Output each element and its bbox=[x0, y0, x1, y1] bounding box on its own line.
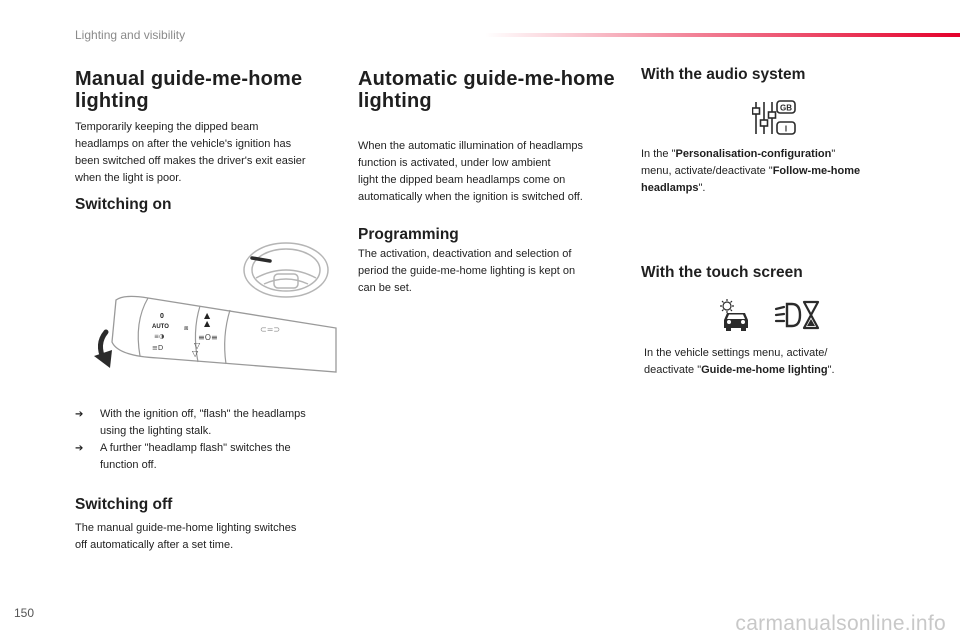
header-accent-bar bbox=[485, 33, 960, 37]
intro-line: When the automatic illumination of headlamps bbox=[358, 140, 584, 152]
option-name: Follow-me-home bbox=[772, 165, 861, 177]
manual-guide-title-line1: Manual guide-me-home bbox=[75, 68, 303, 90]
headlamp-icon: ≡D bbox=[152, 344, 164, 352]
down-arrow-icon: ▽ bbox=[194, 341, 201, 350]
bullet-line: using the lighting stalk. bbox=[100, 425, 212, 437]
intro-line: been switched off makes the driver's exit easier bbox=[75, 155, 306, 167]
intro-line: light the dipped beam headlamps come on bbox=[358, 174, 566, 186]
down-arrow-icon: ▽ bbox=[192, 349, 199, 358]
intro-line: automatically when the ignition is switched off. bbox=[358, 191, 583, 203]
up-arrow-icon: ▲ bbox=[204, 311, 211, 320]
touch-screen-text: In the vehicle settings menu, activate/ deactivate "Guide-me-home lighting". bbox=[644, 347, 835, 376]
watermark: carmanualsonline.info bbox=[735, 612, 946, 635]
bullet-line: With the ignition off, "flash" the headlamps bbox=[100, 408, 306, 420]
text-line: period the guide-me-home lighting is kept on bbox=[358, 265, 576, 277]
programming-heading: Programming bbox=[358, 226, 459, 243]
audio-system-text: In the "Personalisation-configuration" menu, activate/deactivate "Follow-me-home headlamps". bbox=[641, 148, 861, 194]
option-name-cont: headlamps bbox=[641, 182, 699, 194]
manual-guide-title bbox=[75, 68, 302, 112]
vehicle-settings-icon bbox=[718, 298, 756, 332]
info-i-label: I bbox=[784, 124, 788, 134]
intro-line: Temporarily keeping the dipped beam bbox=[75, 121, 259, 133]
menu-name: Personalisation-configuration bbox=[675, 148, 832, 160]
switching-off-heading: Switching off bbox=[75, 496, 173, 513]
audio-system-heading: With the audio system bbox=[641, 66, 806, 83]
bullet-item bbox=[75, 440, 355, 474]
intro-line: when the light is poor. bbox=[75, 172, 182, 184]
bullet-item bbox=[75, 406, 355, 440]
steering-wheel-sketch bbox=[244, 243, 328, 297]
touch-screen-heading: With the touch screen bbox=[641, 264, 803, 281]
bullet-line: A further "headlamp flash" switches the bbox=[100, 442, 291, 454]
automatic-guide-title-line2: lighting bbox=[358, 90, 432, 112]
fog-indicator-icon: ≡O≡ bbox=[198, 333, 218, 342]
language-gb-label: GB bbox=[780, 103, 792, 113]
intro-line: headlamps on after the vehicle's ignition has bbox=[75, 138, 292, 150]
up-arrow-icon: ▲ bbox=[204, 319, 211, 328]
automatic-guide-title-line1: Automatic guide-me-home bbox=[358, 68, 615, 90]
arrow-bullet-icon: ➔ bbox=[75, 409, 84, 420]
guide-me-home-lighting-icon bbox=[774, 300, 820, 330]
automatic-guide-title bbox=[358, 68, 615, 112]
fog-lamp-icon: ⧈ bbox=[184, 324, 189, 332]
section-header: Lighting and visibility bbox=[75, 28, 186, 42]
text-line: The manual guide-me-home lighting switches bbox=[75, 522, 297, 534]
manual-guide-title-line2: lighting bbox=[75, 90, 149, 112]
switching-on-heading: Switching on bbox=[75, 196, 172, 213]
page-number: 150 bbox=[14, 606, 35, 620]
arrow-bullet-icon: ➔ bbox=[75, 443, 84, 454]
text-line: The activation, deactivation and selection of bbox=[358, 248, 572, 260]
text-line: can be set. bbox=[358, 282, 412, 294]
lighting-stalk-illustration bbox=[88, 232, 338, 382]
automatic-guide-intro bbox=[358, 138, 583, 206]
rear-fog-icon: ⊂=⊃ bbox=[260, 325, 281, 334]
manual-guide-intro bbox=[75, 119, 306, 187]
stalk-label-zero: 0 bbox=[160, 313, 164, 320]
text-line: off automatically after a set time. bbox=[75, 539, 234, 551]
switching-off-text bbox=[75, 520, 296, 554]
audio-settings-icon bbox=[752, 100, 798, 138]
sidelamp-icon: ≡◑ bbox=[154, 333, 165, 340]
intro-line: function is activated, under low ambient bbox=[358, 157, 551, 169]
stalk-label-auto: AUTO bbox=[152, 324, 169, 330]
option-name: Guide-me-home lighting bbox=[701, 364, 828, 376]
bullet-line: function off. bbox=[100, 459, 157, 471]
programming-text bbox=[358, 246, 575, 297]
stalk-body bbox=[112, 296, 336, 372]
